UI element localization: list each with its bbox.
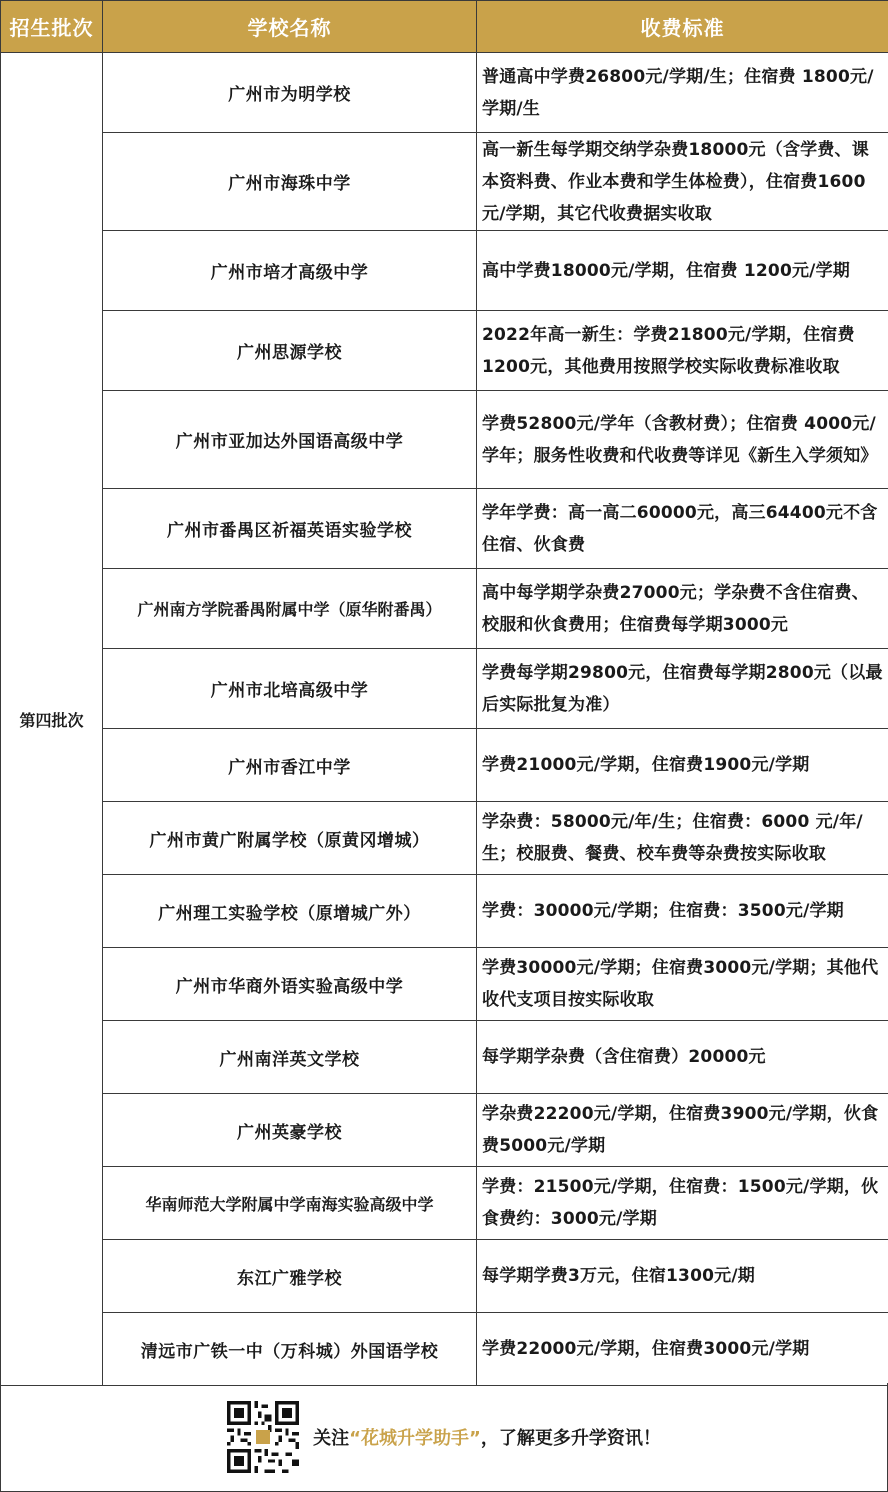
table-row <box>1 649 888 729</box>
table-header-row <box>1 1 888 53</box>
table-row <box>1 1313 888 1386</box>
qr-code-icon[interactable] <box>227 1401 299 1473</box>
fee-standard: 学费21000元/学期，住宿费1900元/学期 <box>477 729 888 802</box>
school-name: 广州南洋英文学校 <box>103 1021 477 1094</box>
table-row <box>1 391 888 489</box>
school-name: 广州理工实验学校（原增城广外） <box>103 875 477 948</box>
fee-standard: 学费30000元/学期；住宿费3000元/学期；其他代收代支项目按实际收取 <box>477 948 888 1021</box>
fee-standard: 高一新生每学期交纳学杂费18000元（含学费、课本资料费、作业本费和学生体检费），住宿费1600元/学期，其它代收费据实收取 <box>477 133 888 231</box>
header-fee: 收费标准 <box>477 1 888 53</box>
table-row <box>1 1240 888 1313</box>
table-row <box>1 1167 888 1240</box>
table-row <box>1 802 888 875</box>
table-row <box>1 311 888 391</box>
footer-text-after: ，了解更多升学资讯！ <box>480 1428 661 1449</box>
fee-standard: 学费：30000元/学期；住宿费：3500元/学期 <box>477 875 888 948</box>
header-batch: 招生批次 <box>1 1 103 53</box>
fee-standard: 普通高中学费26800元/学期/生；住宿费 1800元/学期/生 <box>477 53 888 133</box>
school-name: 广州市海珠中学 <box>103 133 477 231</box>
fee-standard: 学费：21500元/学期，住宿费：1500元/学期，伙食费约：3000元/学期 <box>477 1167 888 1240</box>
footer-text-before: 关注 <box>313 1428 350 1449</box>
table-row <box>1 569 888 649</box>
fee-standard: 2022年高一新生：学费21800元/学期，住宿费1200元，其他费用按照学校实际收费标准收取 <box>477 311 888 391</box>
table-row <box>1 489 888 569</box>
table-row <box>1 231 888 311</box>
table-row <box>1 948 888 1021</box>
table-row <box>1 875 888 948</box>
table-row <box>1 53 888 133</box>
school-name: 华南师范大学附属中学南海实验高级中学 <box>103 1167 477 1240</box>
fee-standard: 每学期学杂费（含住宿费）20000元 <box>477 1021 888 1094</box>
footer-account-name[interactable]: “花城升学助手” <box>349 1428 481 1449</box>
school-name: 广州思源学校 <box>103 311 477 391</box>
school-name: 广州英豪学校 <box>103 1094 477 1167</box>
school-name: 广州市北培高级中学 <box>103 649 477 729</box>
footer <box>0 1383 888 1492</box>
fee-standard: 高中学费18000元/学期，住宿费 1200元/学期 <box>477 231 888 311</box>
school-name: 东江广雅学校 <box>103 1240 477 1313</box>
school-name: 广州市培才高级中学 <box>103 231 477 311</box>
table-row <box>1 729 888 802</box>
school-name: 广州市为明学校 <box>103 53 477 133</box>
table-row <box>1 1021 888 1094</box>
school-name: 广州市香江中学 <box>103 729 477 802</box>
school-name: 广州市番禺区祈福英语实验学校 <box>103 489 477 569</box>
school-name: 广州市亚加达外国语高级中学 <box>103 391 477 489</box>
fee-standard: 学杂费：58000元/年/生；住宿费：6000 元/年/生；校服费、餐费、校车费等杂费按实际收取 <box>477 802 888 875</box>
header-school: 学校名称 <box>103 1 477 53</box>
school-name: 清远市广铁一中（万科城）外国语学校 <box>103 1313 477 1386</box>
fee-standard: 高中每学期学杂费27000元；学杂费不含住宿费、校服和伙食费用；住宿费每学期3000元 <box>477 569 888 649</box>
table-row <box>1 1094 888 1167</box>
school-name: 广州南方学院番禺附属中学（原华附番禺） <box>103 569 477 649</box>
table-row <box>1 133 888 231</box>
footer-text <box>313 1424 661 1450</box>
fee-standard: 学费每学期29800元，住宿费每学期2800元（以最后实际批复为准） <box>477 649 888 729</box>
fee-standard: 学费52800元/学年（含教材费）；住宿费 4000元/学年；服务性收费和代收费等详见《新生入学须知》 <box>477 391 888 489</box>
fee-standard: 学杂费22200元/学期，住宿费3900元/学期，伙食费5000元/学期 <box>477 1094 888 1167</box>
fee-standard: 学年学费：高一高二60000元，高三64400元不含住宿、伙食费 <box>477 489 888 569</box>
fee-standard: 学费22000元/学期，住宿费3000元/学期 <box>477 1313 888 1386</box>
school-name: 广州市华商外语实验高级中学 <box>103 948 477 1021</box>
school-name: 广州市黄广附属学校（原黄冈增城） <box>103 802 477 875</box>
fee-standard: 每学期学费3万元，住宿1300元/期 <box>477 1240 888 1313</box>
batch-cell: 第四批次 <box>1 53 103 1386</box>
